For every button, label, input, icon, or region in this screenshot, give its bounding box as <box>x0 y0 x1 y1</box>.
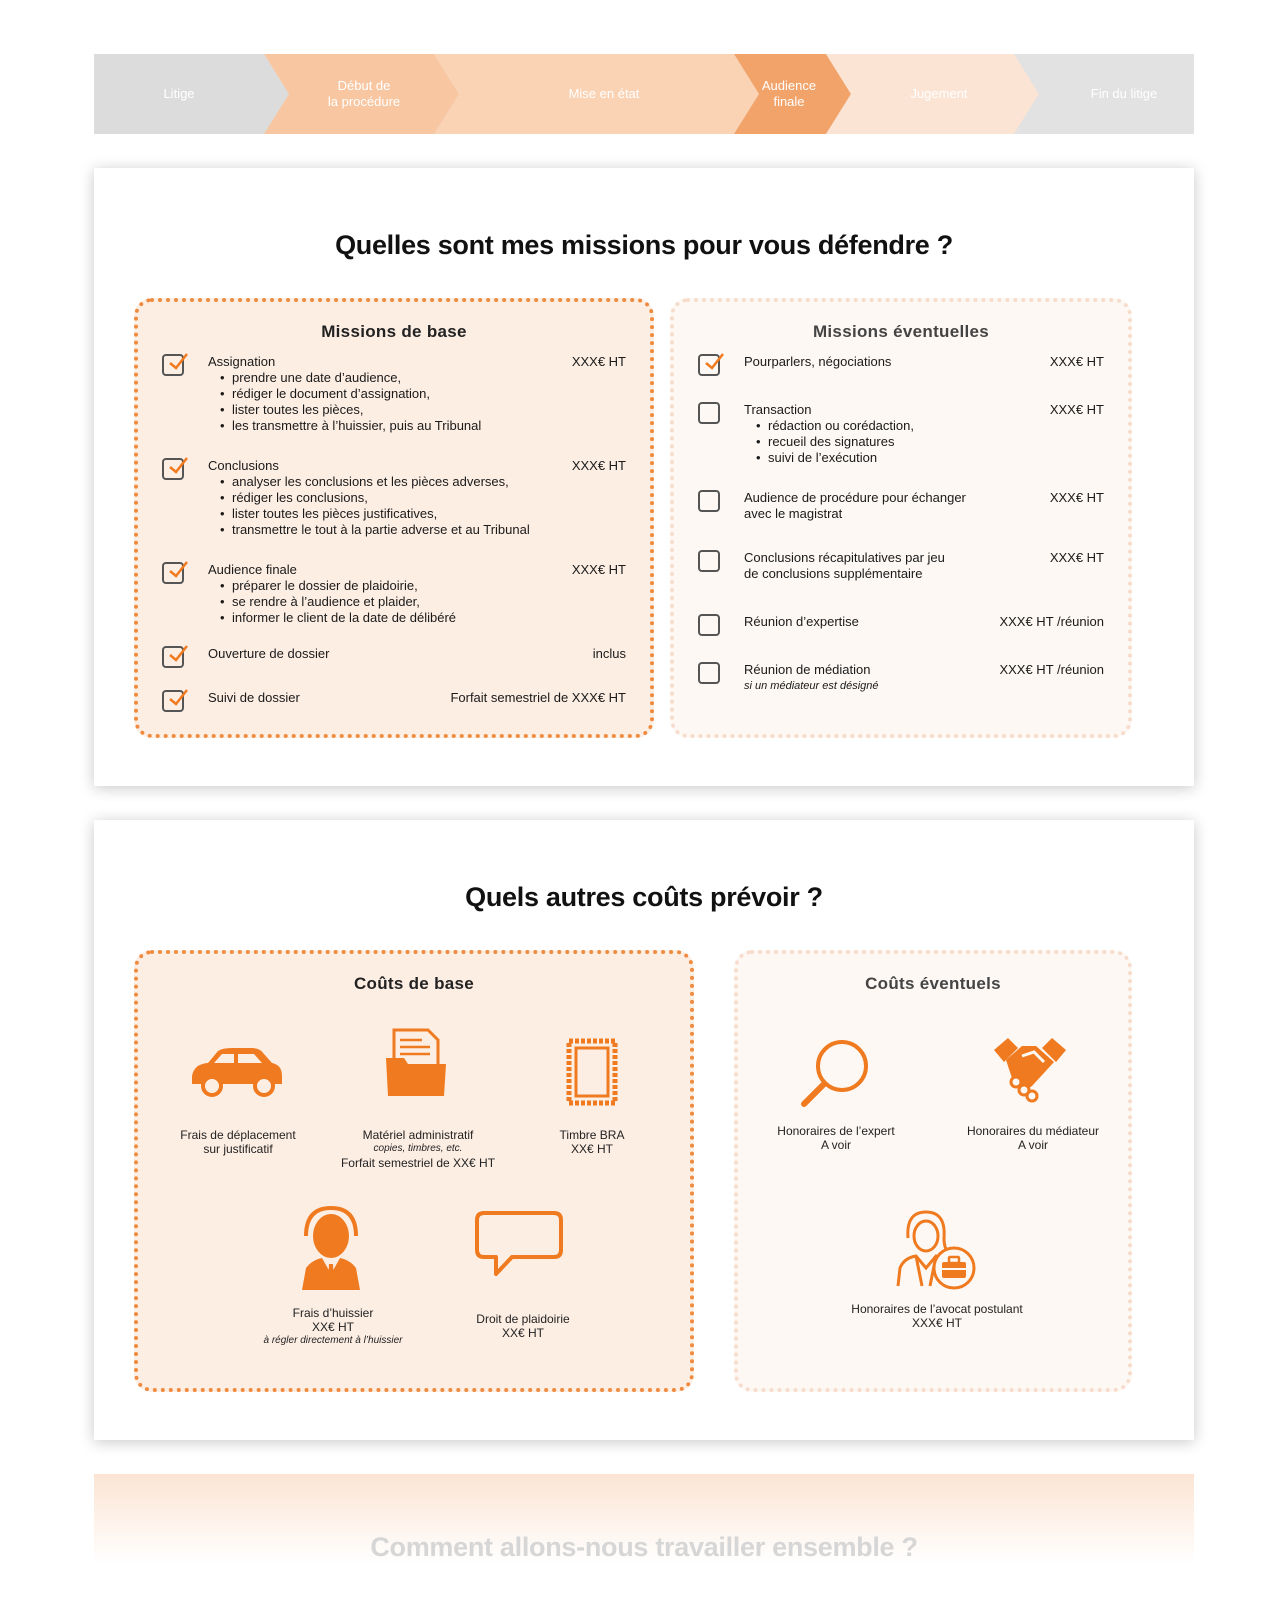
mission-bullets <box>232 370 481 434</box>
base-costs-title: Coûts de base <box>353 974 475 993</box>
step-audience-finale: Audience finale <box>761 78 817 109</box>
check-icon <box>167 688 189 710</box>
missions-card <box>94 168 1194 786</box>
costs-card <box>94 820 1194 1440</box>
cost-line: XX€ HT <box>311 1320 354 1334</box>
optional-missions-box <box>670 298 1132 738</box>
base-costs-box <box>134 950 694 1392</box>
checkbox-pourparlers[interactable] <box>698 354 720 376</box>
cost-line: A voir <box>820 1138 851 1152</box>
mission-label: Pourparlers, négociations <box>744 354 892 369</box>
cost-line: Honoraires de l’avocat postulant <box>851 1302 1023 1316</box>
checkbox-ouverture[interactable] <box>162 646 184 668</box>
bullet: • recueil des signatures <box>768 434 914 450</box>
cost-line: Matériel administratif <box>362 1128 474 1142</box>
cost-line: Timbre BRA <box>559 1128 625 1142</box>
folder-icon <box>384 1028 448 1098</box>
costs-title: Quels autres coûts prévoir ? <box>465 882 823 912</box>
cost-line: Frais de déplacement <box>180 1128 296 1142</box>
car-icon <box>188 1046 284 1098</box>
checkbox-assignation[interactable] <box>162 354 184 376</box>
cost-small: copies, timbres, etc. <box>373 1143 463 1154</box>
checkbox-conclusions-recap[interactable] <box>698 550 720 572</box>
lawyer-icon <box>894 1208 976 1290</box>
teaser-title: Comment allons-nous travailler ensemble ? <box>370 1532 918 1562</box>
stamp-icon <box>566 1038 618 1106</box>
cost-line: Honoraires du médiateur <box>966 1124 1100 1138</box>
procedure-stepper <box>94 54 1194 134</box>
mission-label: Assignation <box>208 354 276 369</box>
mission-label: Suivi de dossier <box>208 690 300 705</box>
cost-huissier <box>238 1306 428 1348</box>
check-icon <box>167 560 189 582</box>
mission-label: Transaction <box>744 402 812 417</box>
cost-mediateur <box>948 1124 1118 1152</box>
check-icon <box>167 352 189 374</box>
bullet: • transmettre le tout à la partie adverse et au Tribunal <box>232 522 530 538</box>
mission-price: XXX€ HT <box>1049 490 1104 505</box>
bullet: • rédiger les conclusions, <box>232 490 530 506</box>
check-icon <box>703 352 725 374</box>
mission-label <box>744 490 966 522</box>
base-missions-title: Missions de base <box>321 322 467 341</box>
mission-price: XXX€ HT <box>571 458 626 473</box>
checkbox-transaction[interactable] <box>698 402 720 424</box>
mission-price: XXX€ HT <box>1049 550 1104 565</box>
cost-line: XXX€ HT <box>911 1316 962 1330</box>
checkbox-audience-procedure[interactable] <box>698 490 720 512</box>
bullet: • lister toutes les pièces justificatives, <box>232 506 530 522</box>
check-icon <box>167 644 189 666</box>
step-fin-du-litige: Fin du litige <box>1090 86 1158 101</box>
mission-label: Audience finale <box>208 562 297 577</box>
cost-deplacement <box>158 1128 318 1156</box>
handshake-icon <box>992 1036 1068 1104</box>
bullet: • analyser les conclusions et les pièces adverses, <box>232 474 530 490</box>
cost-line: Droit de plaidoirie <box>476 1312 570 1326</box>
step-debut-procedure: Début de la procédure <box>327 78 401 109</box>
bullet: • suivi de l’exécution <box>768 450 914 466</box>
mission-label: Réunion d’expertise <box>744 614 859 629</box>
bullet: • prendre une date d’audience, <box>232 370 481 386</box>
base-missions-box <box>134 298 654 738</box>
label-line-2: avec le magistrat <box>744 506 843 521</box>
step-jugement: Jugement <box>910 86 968 101</box>
mission-label: Réunion de médiation <box>744 662 871 677</box>
cost-line: A voir <box>1017 1138 1048 1152</box>
bailiff-icon <box>298 1204 364 1292</box>
mission-price: XXX€ HT /réunion <box>999 614 1104 629</box>
cost-avocat-postulant <box>818 1302 1056 1330</box>
cost-small: à régler directement à l’huissier <box>263 1335 403 1346</box>
mission-price: XXX€ HT <box>571 354 626 369</box>
optional-costs-box <box>734 950 1132 1392</box>
bullet: • se rendre à l’audience et plaider, <box>232 594 456 610</box>
cost-materiel <box>328 1128 508 1170</box>
cost-plaidoirie <box>448 1312 598 1340</box>
cost-expert <box>758 1124 914 1152</box>
bullet: • informer le client de la date de délibéré <box>232 610 456 626</box>
label-line-2: de conclusions supplémentaire <box>744 566 923 581</box>
cost-line: Forfait semestriel de XX€ HT <box>340 1156 496 1170</box>
mission-note: si un médiateur est désigné <box>744 680 879 692</box>
magnifier-icon <box>800 1036 872 1108</box>
bullet: • les transmettre à l’huissier, puis au Tribunal <box>232 418 481 434</box>
next-section-teaser <box>94 1474 1194 1564</box>
mission-price: XXX€ HT /réunion <box>999 662 1104 677</box>
checkbox-reunion-expertise[interactable] <box>698 614 720 636</box>
check-icon <box>167 456 189 478</box>
cost-line: Frais d’huissier <box>292 1306 374 1320</box>
mission-bullets <box>768 418 914 466</box>
mission-label: Ouverture de dossier <box>208 646 330 661</box>
checkbox-suivi[interactable] <box>162 690 184 712</box>
mission-price: XXX€ HT <box>571 562 626 577</box>
mission-price: XXX€ HT <box>1049 402 1104 417</box>
cost-line: XX€ HT <box>501 1326 544 1340</box>
checkbox-reunion-mediation[interactable] <box>698 662 720 684</box>
checkbox-audience-finale[interactable] <box>162 562 184 584</box>
bullet: • lister toutes les pièces, <box>232 402 481 418</box>
step-litige: Litige <box>163 86 195 101</box>
mission-bullets <box>232 474 530 538</box>
mission-price: Forfait semestriel de XXX€ HT <box>450 690 626 705</box>
optional-missions-title: Missions éventuelles <box>812 322 990 341</box>
cost-timbre <box>532 1128 652 1156</box>
mission-bullets <box>232 578 456 626</box>
bullet: • rédaction ou corédaction, <box>768 418 914 434</box>
checkbox-conclusions[interactable] <box>162 458 184 480</box>
cost-line: sur justificatif <box>203 1142 273 1156</box>
cost-line: XX€ HT <box>570 1142 613 1156</box>
mission-label <box>744 550 945 582</box>
mission-price: inclus <box>592 646 626 661</box>
mission-price: XXX€ HT <box>1049 354 1104 369</box>
optional-costs-title: Coûts éventuels <box>865 974 1001 993</box>
speech-bubble-icon <box>474 1210 564 1280</box>
mission-label: Conclusions <box>208 458 279 473</box>
label-line-1: Audience de procédure pour échanger <box>744 490 966 505</box>
missions-title: Quelles sont mes missions pour vous défendre ? <box>335 230 953 260</box>
bullet: • préparer le dossier de plaidoirie, <box>232 578 456 594</box>
step-mise-en-etat: Mise en état <box>568 86 640 101</box>
label-line-1: Conclusions récapitulatives par jeu <box>744 550 945 565</box>
cost-line: Honoraires de l’expert <box>777 1124 895 1138</box>
bullet: • rédiger le document d’assignation, <box>232 386 481 402</box>
